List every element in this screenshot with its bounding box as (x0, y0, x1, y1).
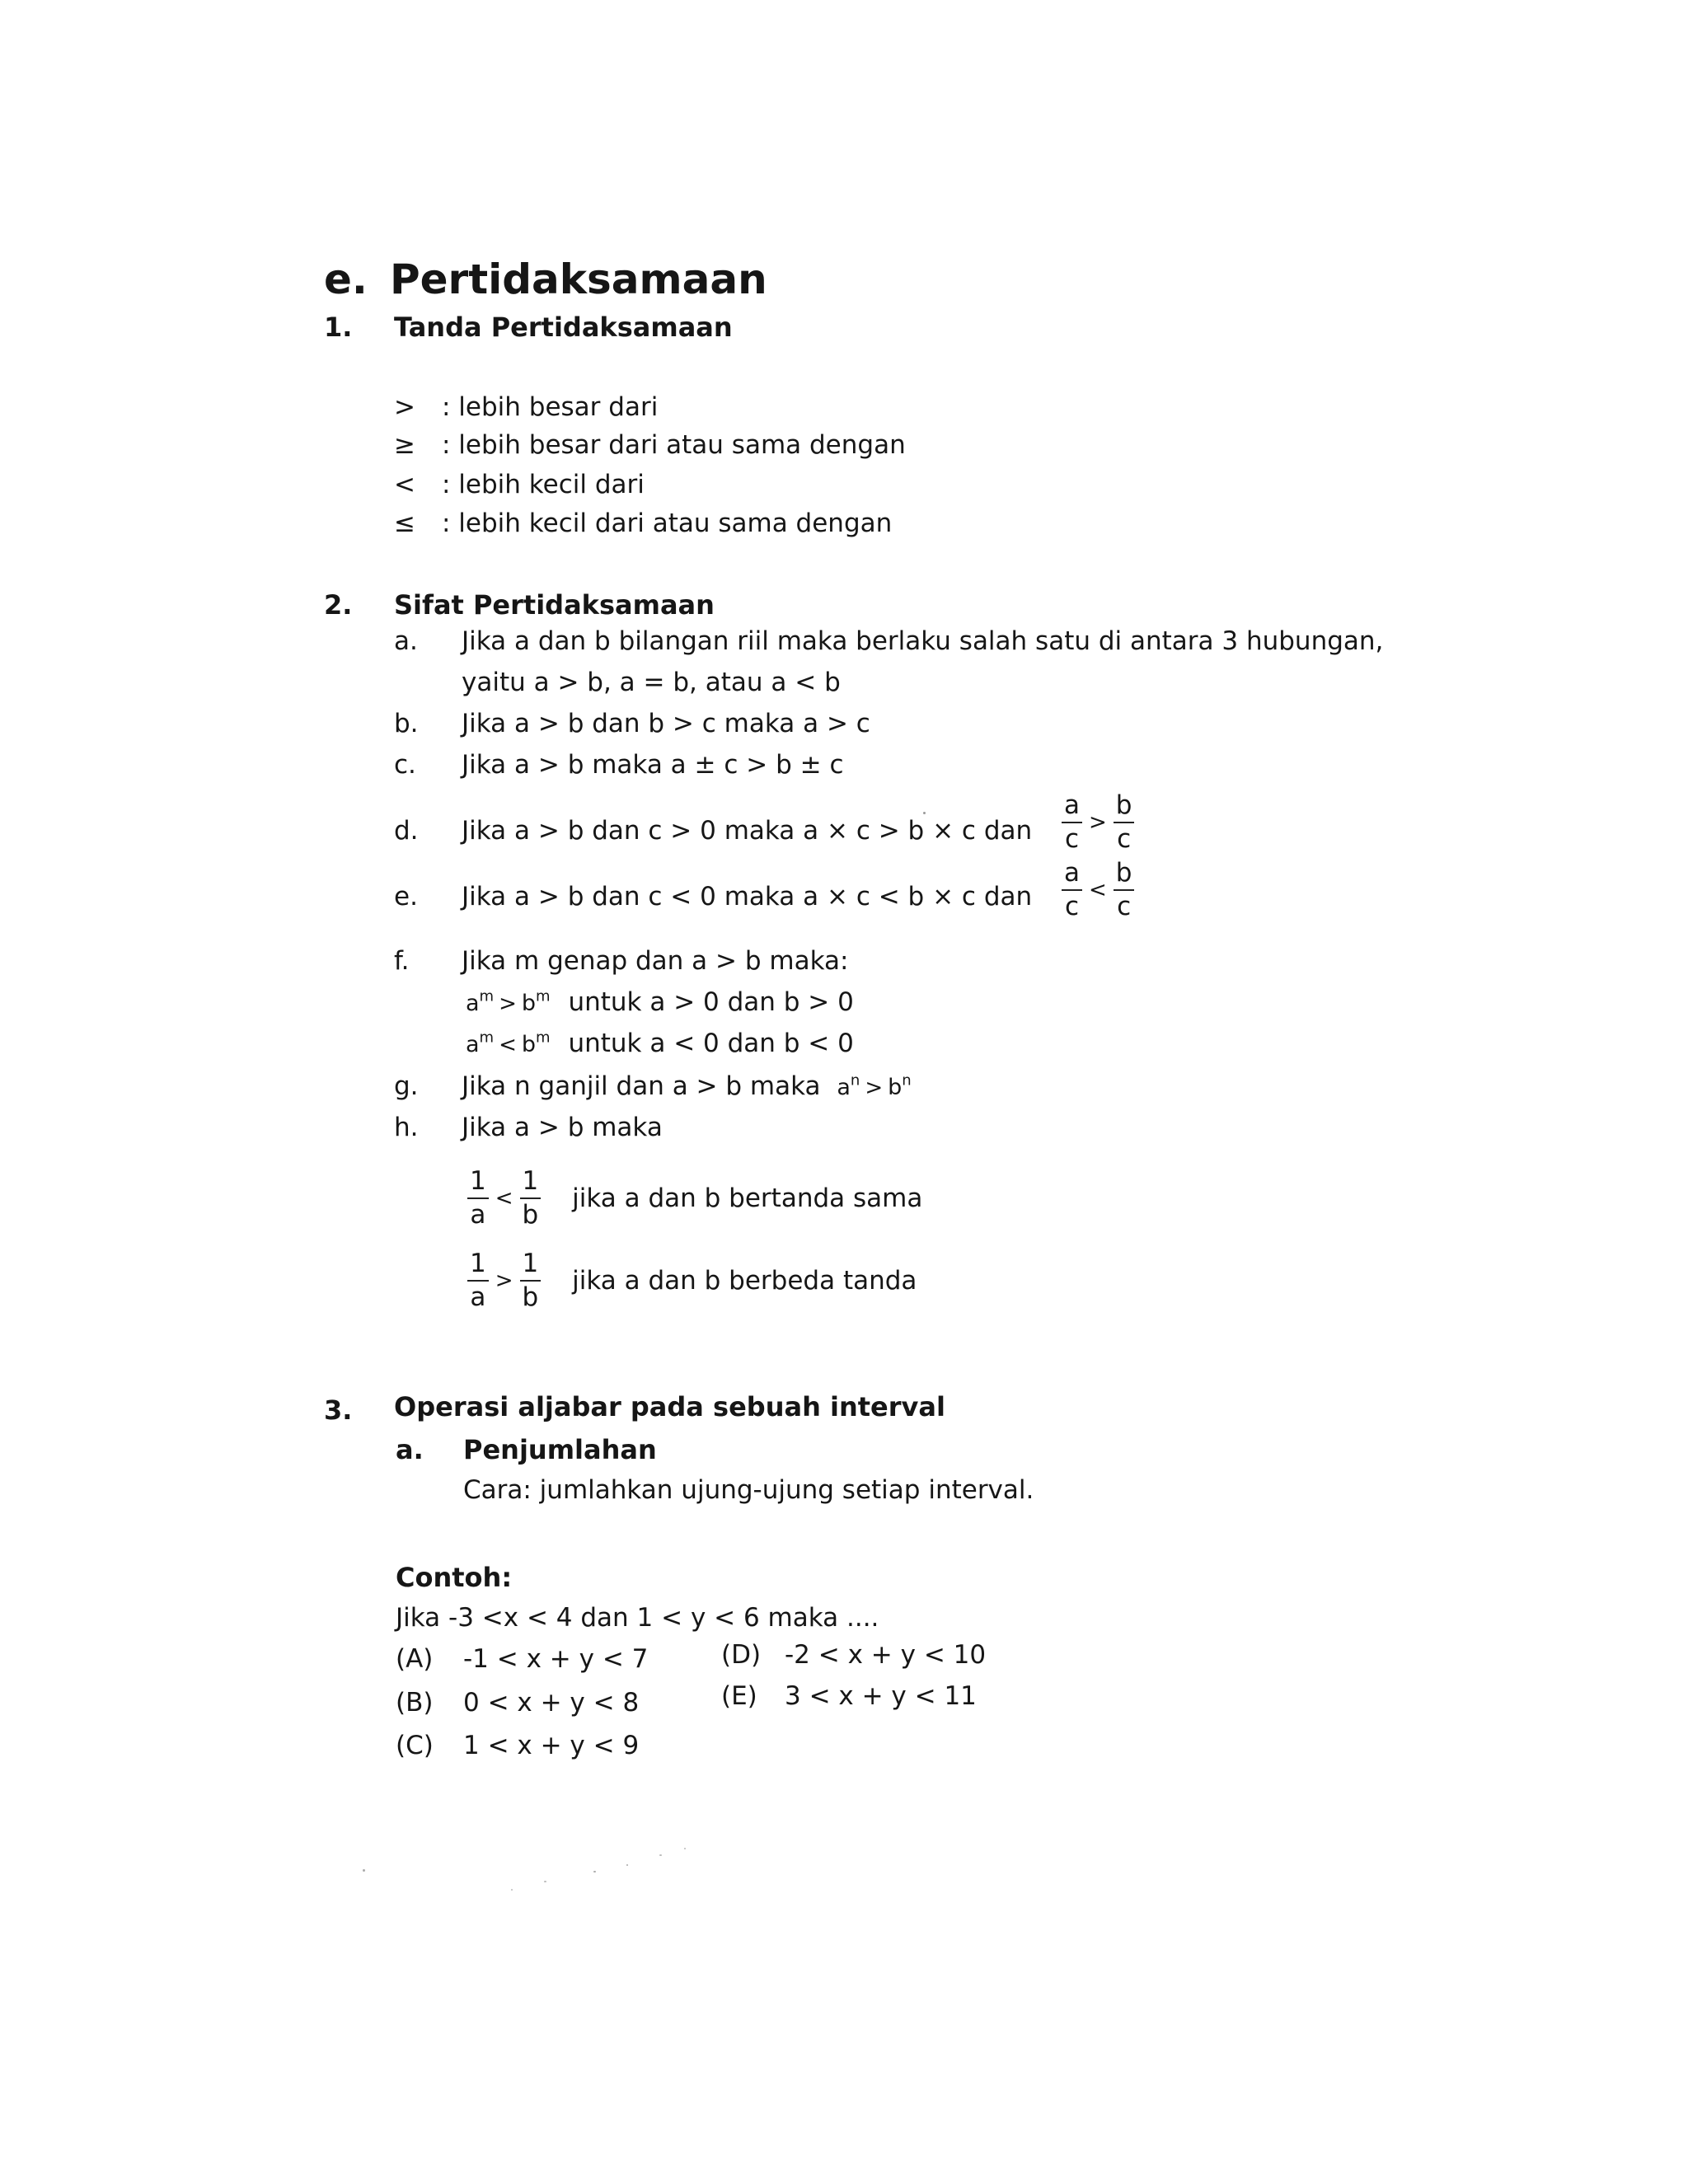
operator: > (1089, 810, 1107, 835)
sign-symbol: < (394, 470, 415, 499)
s1-title: Tanda Pertidaksamaan (394, 312, 733, 343)
item-label: b. (394, 709, 419, 738)
option-label: (C) (396, 1731, 434, 1760)
numerator: a (1064, 790, 1080, 820)
item-d-text: Jika a > b dan c > 0 maka a × c > b × c dan (462, 816, 1033, 846)
condition-text: jika a dan b bertanda sama (572, 1183, 923, 1213)
numerator: a (1064, 858, 1080, 888)
fraction (1114, 860, 1135, 920)
sign-meaning: : lebih besar dari atau sama dengan (442, 430, 906, 460)
item-f-line2 (466, 1029, 854, 1058)
option-text: 1 < x + y < 9 (463, 1731, 640, 1760)
denominator: b (522, 1282, 539, 1312)
fraction (467, 1251, 489, 1310)
denominator: b (522, 1200, 539, 1230)
item-label: f. (394, 946, 410, 976)
option-label: (B) (396, 1688, 434, 1718)
fraction (520, 1251, 542, 1310)
numerator: 1 (522, 1249, 539, 1278)
sign-meaning: : lebih kecil dari (442, 470, 645, 499)
numerator: b (1115, 790, 1132, 820)
base: a (466, 1032, 480, 1057)
item-label: g. (394, 1071, 419, 1101)
fraction (467, 1166, 489, 1230)
fraction (1062, 860, 1082, 920)
option-label: (D) (721, 1640, 762, 1670)
base: b (521, 991, 537, 1016)
exponent: n (902, 1071, 912, 1090)
s2-number: 2. (324, 589, 353, 621)
exponent: n (850, 1071, 860, 1090)
operator: < (495, 1186, 513, 1211)
denominator: c (1064, 824, 1080, 854)
item-g-text (462, 1071, 912, 1101)
item-label: h. (394, 1113, 419, 1142)
operator: < (1089, 878, 1107, 902)
reciprocal-row (466, 1166, 923, 1230)
denominator: a (470, 1282, 486, 1312)
denominator: c (1117, 892, 1132, 921)
s3-title: Operasi aljabar pada sebuah interval (394, 1391, 945, 1422)
operator: > (495, 1268, 513, 1293)
s3-sub-label: a. (396, 1434, 424, 1465)
exponent: m (479, 1029, 495, 1047)
denominator: c (1117, 824, 1132, 854)
sign-symbol: > (394, 392, 415, 422)
denominator: c (1064, 892, 1080, 921)
sign-meaning: : lebih besar dari (442, 392, 659, 422)
statement: Jika n ganjil dan a > b maka (462, 1071, 821, 1101)
option-text: -2 < x + y < 10 (785, 1640, 987, 1670)
numerator: 1 (470, 1166, 486, 1196)
cara-text: Cara: jumlahkan ujung-ujung setiap interval. (463, 1475, 1034, 1505)
item-c-text: Jika a > b maka a ± c > b ± c (462, 750, 844, 780)
exponent: m (479, 987, 495, 1005)
base: b (521, 1032, 537, 1057)
exponent: m (536, 987, 551, 1005)
operator: > (499, 991, 517, 1016)
item-b-text: Jika a > b dan b > c maka a > c (462, 709, 870, 738)
numerator: 1 (522, 1166, 539, 1196)
numerator: 1 (470, 1249, 486, 1278)
fraction-inequality (1060, 860, 1136, 920)
item-label: a. (394, 626, 418, 656)
operator: < (499, 1032, 517, 1057)
item-f-line1 (466, 987, 854, 1017)
condition-text: untuk a > 0 dan b > 0 (568, 987, 854, 1017)
contoh-title: Contoh: (396, 1562, 513, 1593)
option-text: 0 < x + y < 8 (463, 1688, 640, 1718)
base: a (837, 1075, 851, 1100)
sign-symbol: ≥ (394, 430, 415, 460)
s1-number: 1. (324, 312, 353, 343)
numerator: b (1115, 858, 1132, 888)
item-f-text: Jika m genap dan a > b maka: (462, 946, 849, 976)
base: b (888, 1075, 903, 1100)
condition-text: jika a dan b berbeda tanda (572, 1266, 917, 1296)
operator: > (865, 1075, 884, 1100)
s3-number: 3. (324, 1394, 353, 1426)
question-text: Jika -3 <x < 4 dan 1 < y < 6 maka .... (396, 1603, 879, 1633)
fraction (1062, 790, 1082, 854)
s3-sub-title: Penjumlahan (463, 1434, 657, 1465)
item-label: d. (394, 816, 419, 846)
fraction (520, 1166, 542, 1230)
reciprocal-row (466, 1251, 917, 1310)
item-h-text: Jika a > b maka (462, 1113, 663, 1142)
option-label: (A) (396, 1644, 434, 1674)
fraction-inequality (1060, 790, 1136, 854)
sign-symbol: ≤ (394, 509, 415, 538)
option-label: (E) (721, 1681, 757, 1711)
condition-text: untuk a < 0 dan b < 0 (568, 1029, 854, 1058)
section-title: Pertidaksamaan (390, 255, 767, 303)
item-label: e. (394, 882, 418, 912)
base: a (466, 991, 480, 1016)
option-text: 3 < x + y < 11 (785, 1681, 977, 1711)
item-e-text: Jika a > b dan c < 0 maka a × c < b × c dan (462, 882, 1033, 912)
fraction (1114, 790, 1135, 854)
item-label: c. (394, 750, 416, 780)
denominator: a (470, 1200, 486, 1230)
sign-meaning: : lebih kecil dari atau sama dengan (442, 509, 893, 538)
item-a-line2: yaitu a > b, a = b, atau a < b (462, 668, 841, 697)
exponent: m (536, 1029, 551, 1047)
item-a-line1: Jika a dan b bilangan riil maka berlaku salah satu di antara 3 hubungan, (462, 626, 1384, 656)
s2-title: Sifat Pertidaksamaan (394, 589, 715, 621)
option-text: -1 < x + y < 7 (463, 1644, 649, 1674)
section-letter: e. (324, 255, 368, 303)
